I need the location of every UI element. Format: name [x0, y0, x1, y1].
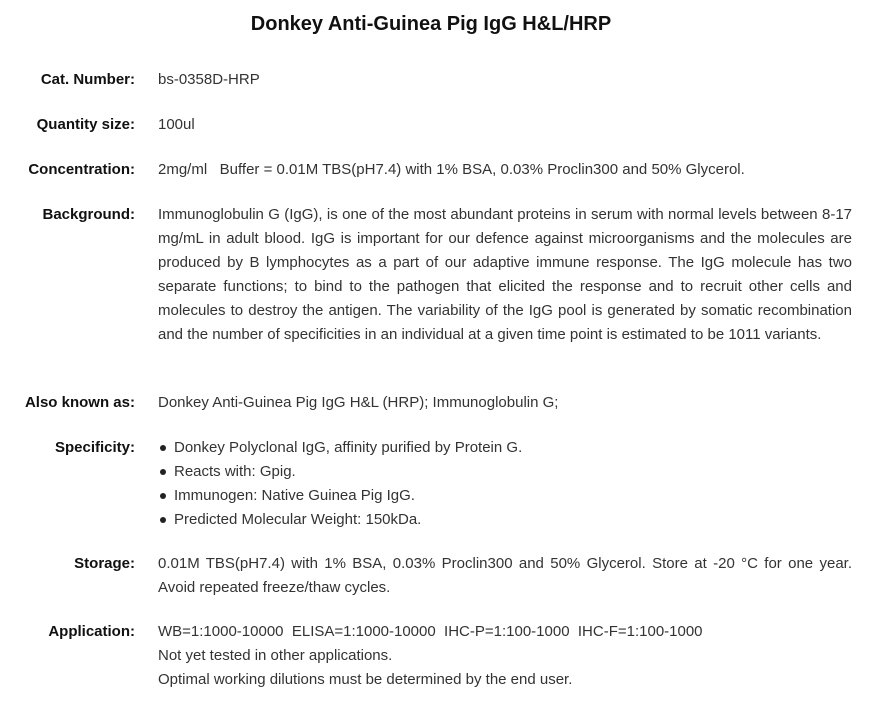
concentration-label: Concentration: [28, 161, 135, 178]
product-title: Donkey Anti-Guinea Pig IgG H&L/HRP [250, 13, 612, 35]
storage-value: 0.01M TBS(pH7.4) with 1% BSA, 0.03% Proclin300 and 50% Glycerol. Store at -20 °C for one year. Avoid repeated freeze/thaw cycles. [158, 555, 852, 596]
application-label: Application: [48, 623, 135, 640]
quantity-label: Quantity size: [36, 116, 135, 133]
list-item: Predicted Molecular Weight: 150kDa. [158, 508, 852, 532]
specificity-list [158, 436, 852, 532]
application-dilutions: WB=1:1000-10000 ELISA=1:1000-10000 IHC-P=1:100-1000 IHC-F=1:100-1000 [158, 623, 703, 640]
list-item: Reacts with: Gpig. [158, 460, 852, 484]
also-known-as-value: Donkey Anti-Guinea Pig IgG H&L (HRP); Immunoglobulin G; [158, 394, 559, 411]
background-value: Immunoglobulin G (IgG), is one of the most abundant proteins in serum with normal levels between 8-17 mg/mL in adult blood. IgG is important for our defence against microorganisms and the molecules are produced by B lymphocytes as a part of our adaptive immune response. The IgG molecule has two separate functions; to bind to the pathogen that elicited the response and to recruit other cells and molecules to destroy the antigen. The variability of the IgG pool is generated by somatic recombination and the number of specificities in an individual at a given time point is estimated to be 1011 variants. [158, 206, 852, 343]
application-note: Optimal working dilutions must be determined by the end user. [158, 671, 573, 688]
application-note: Not yet tested in other applications. [158, 647, 393, 664]
quantity-value: 100ul [158, 116, 195, 133]
list-item: Immunogen: Native Guinea Pig IgG. [158, 484, 852, 508]
cat-number-label: Cat. Number: [40, 71, 135, 88]
background-label: Background: [42, 206, 135, 223]
list-item: Donkey Polyclonal IgG, affinity purified by Protein G. [158, 436, 852, 460]
specificity-label: Specificity: [54, 439, 135, 456]
cat-number-value: bs-0358D-HRP [158, 71, 260, 88]
application-value [158, 620, 852, 692]
concentration-value: 2mg/ml Buffer = 0.01M TBS(pH7.4) with 1% BSA, 0.03% Proclin300 and 50% Glycerol. [158, 161, 745, 178]
storage-label: Storage: [74, 555, 135, 572]
also-known-as-label: Also known as: [24, 394, 135, 411]
